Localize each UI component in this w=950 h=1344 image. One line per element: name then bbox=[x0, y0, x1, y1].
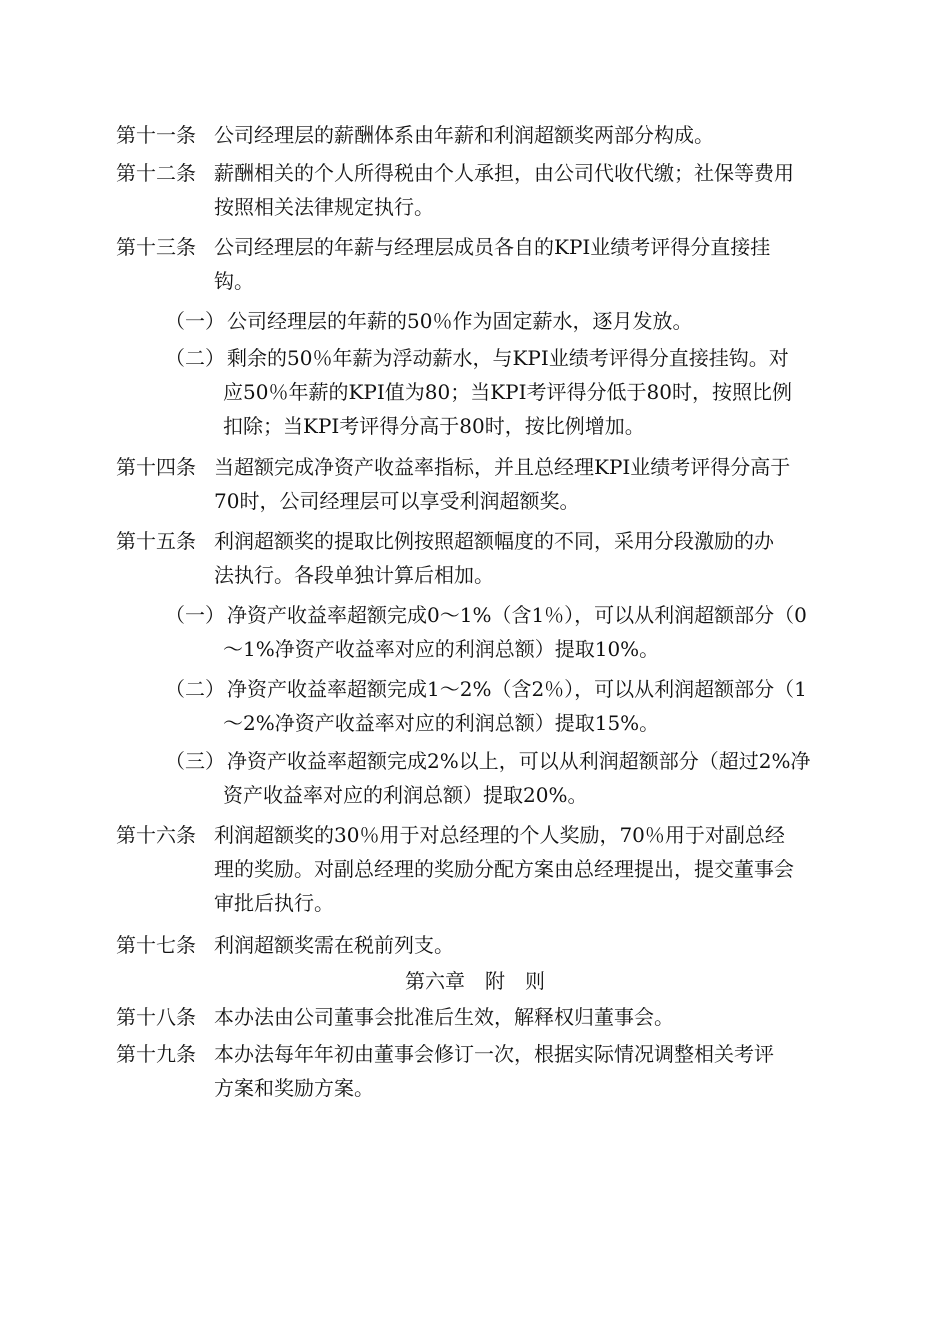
item-text: 净资产收益率超额完成1～2%（含2％），可以从利润超额部分（1 bbox=[227, 677, 807, 701]
item-label: （一） bbox=[165, 309, 225, 333]
item-text-continued: ～1%净资产收益率对应的利润总额）提取10%。 bbox=[223, 637, 660, 661]
article-text-continued: 70时，公司经理层可以享受利润超额奖。 bbox=[214, 489, 580, 513]
article-label: 第十九条 bbox=[116, 1042, 196, 1066]
item-label: （一） bbox=[165, 603, 225, 627]
article-text: 当超额完成净资产收益率指标，并且总经理KPI业绩考评得分高于 bbox=[214, 455, 791, 479]
article-text: 本办法由公司董事会批准后生效，解释权归董事会。 bbox=[214, 1005, 674, 1029]
article-15-item-2 bbox=[165, 672, 855, 740]
article-label: 第十八条 bbox=[116, 1005, 196, 1029]
article-label: 第十三条 bbox=[116, 235, 196, 259]
article-15-item-1 bbox=[165, 598, 855, 666]
article-text-continued: 审批后执行。 bbox=[214, 891, 334, 915]
item-text-continued: 资产收益率对应的利润总额）提取20%。 bbox=[223, 783, 588, 807]
article-text: 公司经理层的薪酬体系由年薪和利润超额奖两部分构成。 bbox=[214, 123, 714, 147]
article-text: 本办法每年年初由董事会修订一次，根据实际情况调整相关考评 bbox=[214, 1042, 774, 1066]
article-text-continued: 按照相关法律规定执行。 bbox=[214, 195, 434, 219]
article-17 bbox=[116, 928, 852, 962]
article-label: 第十四条 bbox=[116, 455, 196, 479]
article-label: 第十七条 bbox=[116, 933, 196, 957]
chapter-heading: 第六章 附 则 bbox=[405, 969, 545, 993]
item-text-continued: 应50％年薪的KPI值为80；当KPI考评得分低于80时，按照比例 bbox=[223, 380, 792, 404]
article-12 bbox=[116, 156, 852, 224]
item-label: （二） bbox=[165, 346, 225, 370]
article-text: 利润超额奖需在税前列支。 bbox=[214, 933, 454, 957]
article-13 bbox=[116, 230, 852, 298]
article-13-item-2 bbox=[165, 341, 855, 443]
article-14 bbox=[116, 450, 852, 518]
item-label: （二） bbox=[165, 677, 225, 701]
article-text: 利润超额奖的提取比例按照超额幅度的不同，采用分段激励的办 bbox=[214, 529, 774, 553]
item-text: 剩余的50％年薪为浮动薪水，与KPI业绩考评得分直接挂钩。对 bbox=[227, 346, 789, 370]
article-text: 利润超额奖的30％用于对总经理的个人奖励，70％用于对副总经 bbox=[214, 823, 785, 847]
item-text: 净资产收益率超额完成2%以上，可以从利润超额部分（超过2%净 bbox=[227, 749, 811, 773]
article-19 bbox=[116, 1037, 852, 1105]
article-text-continued: 法执行。各段单独计算后相加。 bbox=[214, 563, 494, 587]
article-text-continued: 理的奖励。对副总经理的奖励分配方案由总经理提出，提交董事会 bbox=[214, 857, 794, 881]
item-label: （三） bbox=[165, 749, 225, 773]
article-13-item-1 bbox=[165, 304, 855, 338]
article-15 bbox=[116, 524, 852, 592]
article-text-continued: 钩。 bbox=[214, 269, 254, 293]
item-text: 净资产收益率超额完成0～1%（含1％），可以从利润超额部分（0 bbox=[227, 603, 807, 627]
article-18 bbox=[116, 1000, 852, 1034]
item-text-continued: 扣除；当KPI考评得分高于80时，按比例增加。 bbox=[223, 414, 645, 438]
article-text: 薪酬相关的个人所得税由个人承担，由公司代收代缴；社保等费用 bbox=[214, 161, 794, 185]
article-label: 第十五条 bbox=[116, 529, 196, 553]
article-label: 第十六条 bbox=[116, 823, 196, 847]
article-text: 公司经理层的年薪与经理层成员各自的KPI业绩考评得分直接挂 bbox=[214, 235, 771, 259]
item-text-continued: ～2%净资产收益率对应的利润总额）提取15%。 bbox=[223, 711, 660, 735]
article-label: 第十一条 bbox=[116, 123, 196, 147]
article-11 bbox=[116, 118, 852, 152]
article-15-item-3 bbox=[165, 744, 855, 812]
article-label: 第十二条 bbox=[116, 161, 196, 185]
item-text: 公司经理层的年薪的50％作为固定薪水，逐月发放。 bbox=[227, 309, 693, 333]
article-text-continued: 方案和奖励方案。 bbox=[214, 1076, 374, 1100]
article-16 bbox=[116, 818, 852, 920]
